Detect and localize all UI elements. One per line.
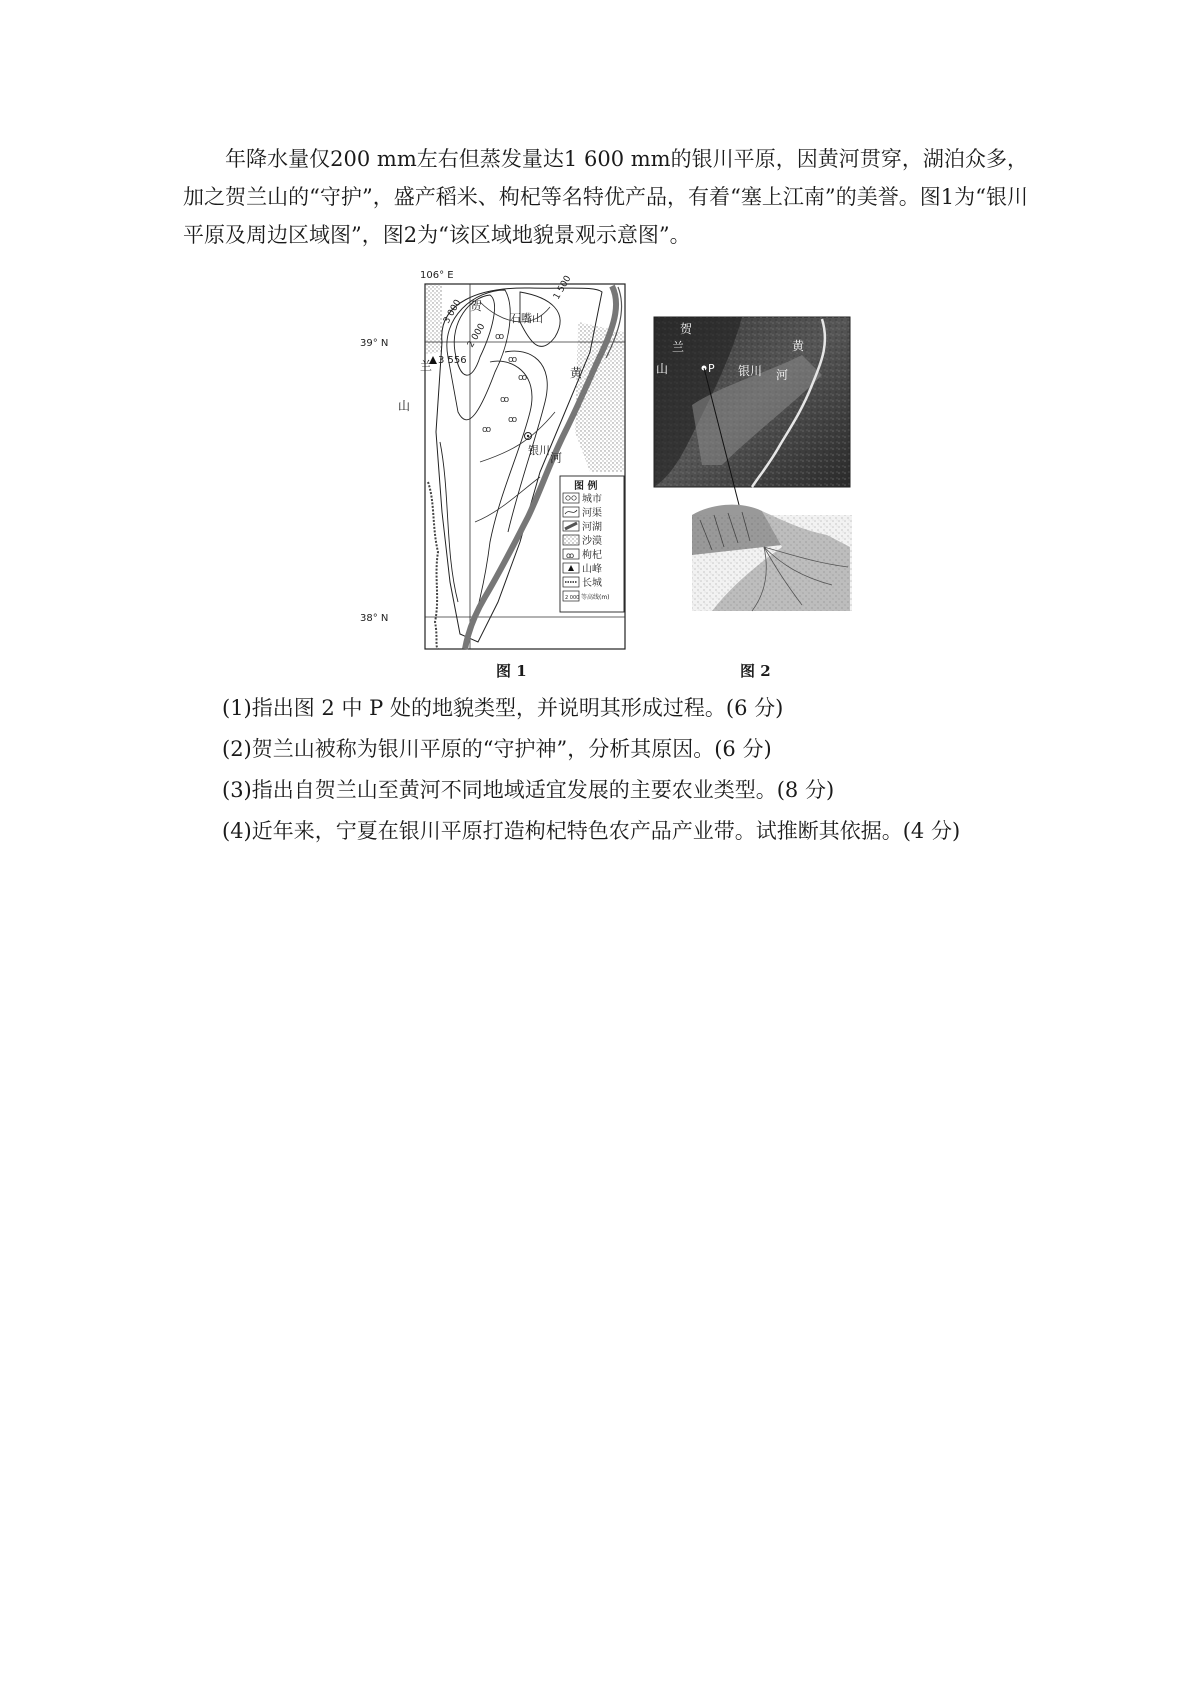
sat-label-shan: 山 bbox=[656, 362, 669, 376]
map-label-shan: 山 bbox=[398, 399, 411, 413]
figure-2-landscape bbox=[652, 315, 852, 615]
contour-label-2000: 2 000 bbox=[465, 322, 488, 350]
legend-item: 枸杞 bbox=[582, 550, 602, 561]
svg-text:ꝏ: ꝏ bbox=[566, 551, 575, 560]
goji-icon: ꝏ bbox=[495, 332, 505, 342]
question-3: (3)指出自贺兰山至黄河不同地域适宜发展的主要农业类型。(8 分) bbox=[222, 778, 835, 802]
legend-title: 图 例 bbox=[574, 481, 598, 492]
legend-item: 等高线(m) bbox=[581, 594, 610, 601]
legend-item: 沙漠 bbox=[582, 536, 602, 547]
map-label-huang: 黄 bbox=[570, 366, 583, 380]
legend-item: 长城 bbox=[582, 578, 602, 589]
map-label-shizuishan: 石嘴山 bbox=[510, 312, 543, 325]
sat-label-huang: 黄 bbox=[792, 339, 805, 353]
question-4: (4)近年来，宁夏在银川平原打造枸杞特色农产品产业带。试推断其依据。(4 分) bbox=[222, 819, 961, 843]
goji-icon: ꝏ bbox=[508, 355, 518, 365]
legend-item: 河湖 bbox=[582, 522, 602, 533]
lon-label: 106° E bbox=[420, 270, 454, 281]
question-1: (1)指出图 2 中 P 处的地貌类型，并说明其形成过程。(6 分) bbox=[222, 696, 784, 720]
map-label-he: 贺 bbox=[470, 299, 483, 313]
sat-label-p: P bbox=[708, 362, 715, 375]
map-label-yinchuan: 银川 bbox=[528, 444, 550, 457]
contour-label-1500: 1 500 bbox=[551, 274, 574, 302]
figure-2-caption: 图 2 bbox=[740, 662, 771, 680]
figure-1-map bbox=[360, 262, 630, 657]
sat-label-lan: 兰 bbox=[672, 340, 685, 354]
goji-icon: ꝏ bbox=[518, 373, 528, 383]
goji-icon: ꝏ bbox=[500, 395, 510, 405]
legend-item: 城市 bbox=[582, 494, 602, 505]
map-label-river-he: 河 bbox=[550, 451, 563, 465]
figure-1-caption: 图 1 bbox=[496, 662, 527, 680]
sat-label-he: 贺 bbox=[680, 322, 693, 336]
lat-38-label: 38° N bbox=[360, 613, 389, 624]
lat-39-label: 39° N bbox=[360, 338, 389, 349]
sat-label-yinchuan: 银川 bbox=[738, 364, 763, 378]
map-label-peak: 3 556 bbox=[438, 355, 467, 366]
intro-paragraph: 年降水量仅200 mm左右但蒸发量达1 600 mm的银川平原，因黄河贯穿，湖泊众多，加之贺兰山的“守护”，盛产稻米、枸杞等名特优产品，有着“塞上江南”的美誉。图1为“银川平原及周边区域图”，图2为“该区域地貌景观示意图”。 bbox=[183, 147, 1028, 247]
legend-item: 河渠 bbox=[582, 508, 602, 519]
question-2: (2)贺兰山被称为银川平原的“守护神”，分析其原因。(6 分) bbox=[222, 737, 772, 761]
goji-icon: ꝏ bbox=[482, 425, 492, 435]
desert-area bbox=[426, 285, 442, 354]
contour-label-3000: 3 000 bbox=[441, 298, 464, 326]
alluvial-fan-sketch bbox=[692, 505, 852, 611]
map-label-lan: 兰 bbox=[420, 359, 433, 373]
legend-contour-sample: 2 000 bbox=[565, 595, 580, 601]
map-legend bbox=[560, 476, 624, 612]
sat-label-river-he: 河 bbox=[776, 368, 789, 382]
legend-item: 山峰 bbox=[582, 564, 602, 575]
goji-icon: ꝏ bbox=[508, 415, 518, 425]
city-yinchuan-symbol bbox=[527, 435, 529, 437]
